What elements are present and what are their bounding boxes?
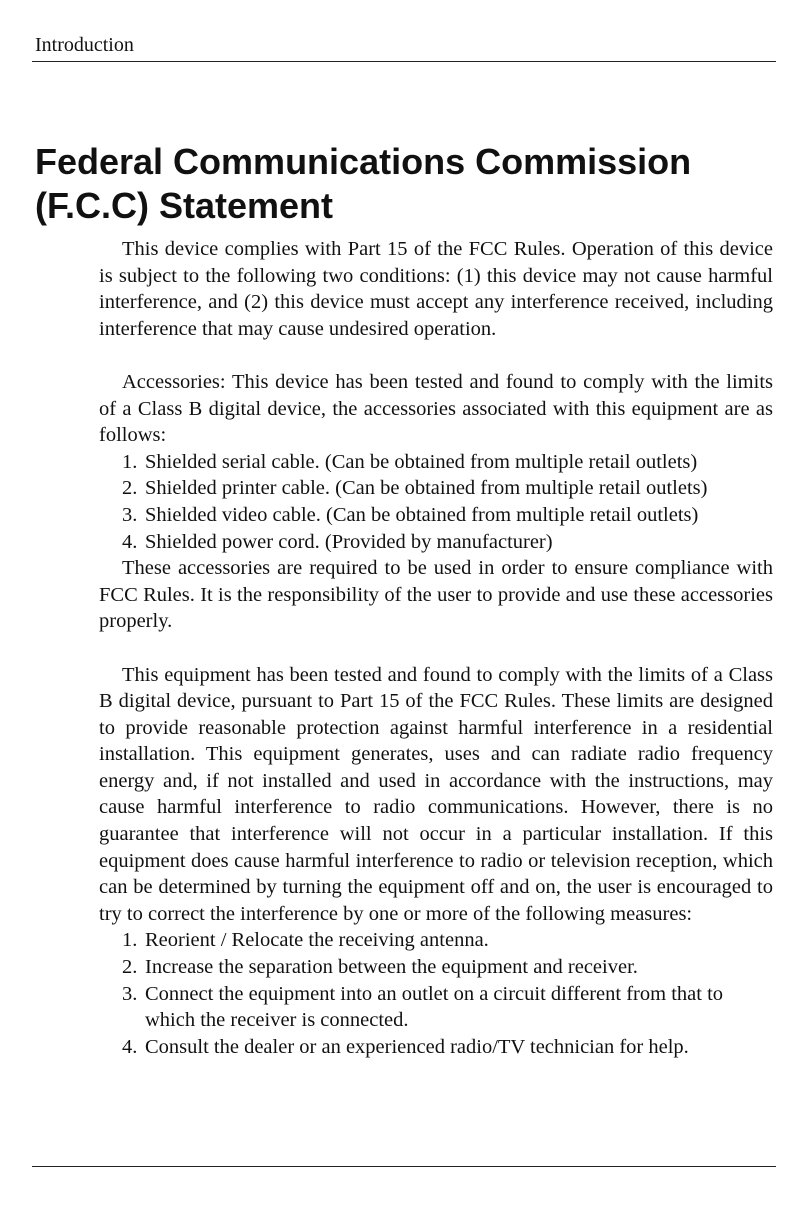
list-item-number: 4. [122,530,138,553]
list-item-text: Shielded power cord. (Provided by manufacturer) [145,530,553,553]
list-item-number: 4. [122,1035,138,1058]
list-item-text: Shielded serial cable. (Can be obtained from multiple retail outlets) [145,450,698,473]
footer-divider [32,1166,776,1167]
list-item-number: 3. [122,982,138,1005]
accessories-intro-paragraph: Accessories: This device has been tested and found to comply with the limits of a Class B digital device, the accessories associated with this equipment are as follows: [99,370,773,447]
class-b-limits-paragraph: This equipment has been tested and found to comply with the limits of a Class B digital device, pursuant to Part 15 of the FCC Rules. These limits are designed to provide reasonable protection against harmful interference in a residential installation. This equipment generates, uses and can radiate radio frequency energy and, if not installed and used in accordance with the instructions, may cause harmful interference to radio communications. However, there is no guarantee that interference will not occur in a particular installation. If this equipment does cause harmful interference to radio or television reception, which can be determined by turning the equipment off and on, the user is encouraged to try to correct the interference by one or more of the following measures: [99,663,773,925]
list-item-number: 1. [122,450,138,473]
list-item [99,981,773,1034]
compliance-paragraph: This device complies with Part 15 of the FCC Rules. Operation of this device is subject to the following two conditions: (1) this device may not cause harmful interference, and (2) this device must accept any interference received, including interference that may cause undesired operation. [99,238,773,340]
list-item-text: Shielded printer cable. (Can be obtained from multiple retail outlets) [145,477,708,500]
list-item [99,449,773,476]
running-header: Introduction [35,34,134,56]
page-title [35,140,775,228]
interference-measures-list [99,927,773,1060]
list-item-number: 3. [122,503,138,526]
page-title-line-2: (F.C.C) Statement [35,185,334,226]
list-item-text: Consult the dealer or an experienced radio/TV technician for help. [145,1035,689,1058]
paragraph-spacer [99,342,773,369]
list-item [99,927,773,954]
list-item [99,1034,773,1061]
statement-body [99,236,773,1060]
list-item [99,502,773,529]
header-divider [32,61,776,62]
page-title-line-1: Federal Communications Commission [35,141,692,182]
list-item-text: Increase the separation between the equipment and receiver. [145,956,638,979]
list-item-text: Shielded video cable. (Can be obtained from multiple retail outlets) [145,503,699,526]
accessories-list [99,449,773,555]
paragraph-spacer [99,635,773,662]
list-item-number: 2. [122,956,138,979]
list-item-number: 1. [122,929,138,952]
list-item [99,475,773,502]
list-item-text: Connect the equipment into an outlet on a circuit different from that to which the receiver is connected. [145,982,724,1032]
list-item-number: 2. [122,477,138,500]
list-item [99,529,773,556]
accessories-requirement-paragraph: These accessories are required to be used in order to ensure compliance with FCC Rules. It is the responsibility of the user to provide and use these accessories properly. [99,557,773,633]
list-item-text: Reorient / Relocate the receiving antenna. [145,929,489,952]
list-item [99,954,773,981]
